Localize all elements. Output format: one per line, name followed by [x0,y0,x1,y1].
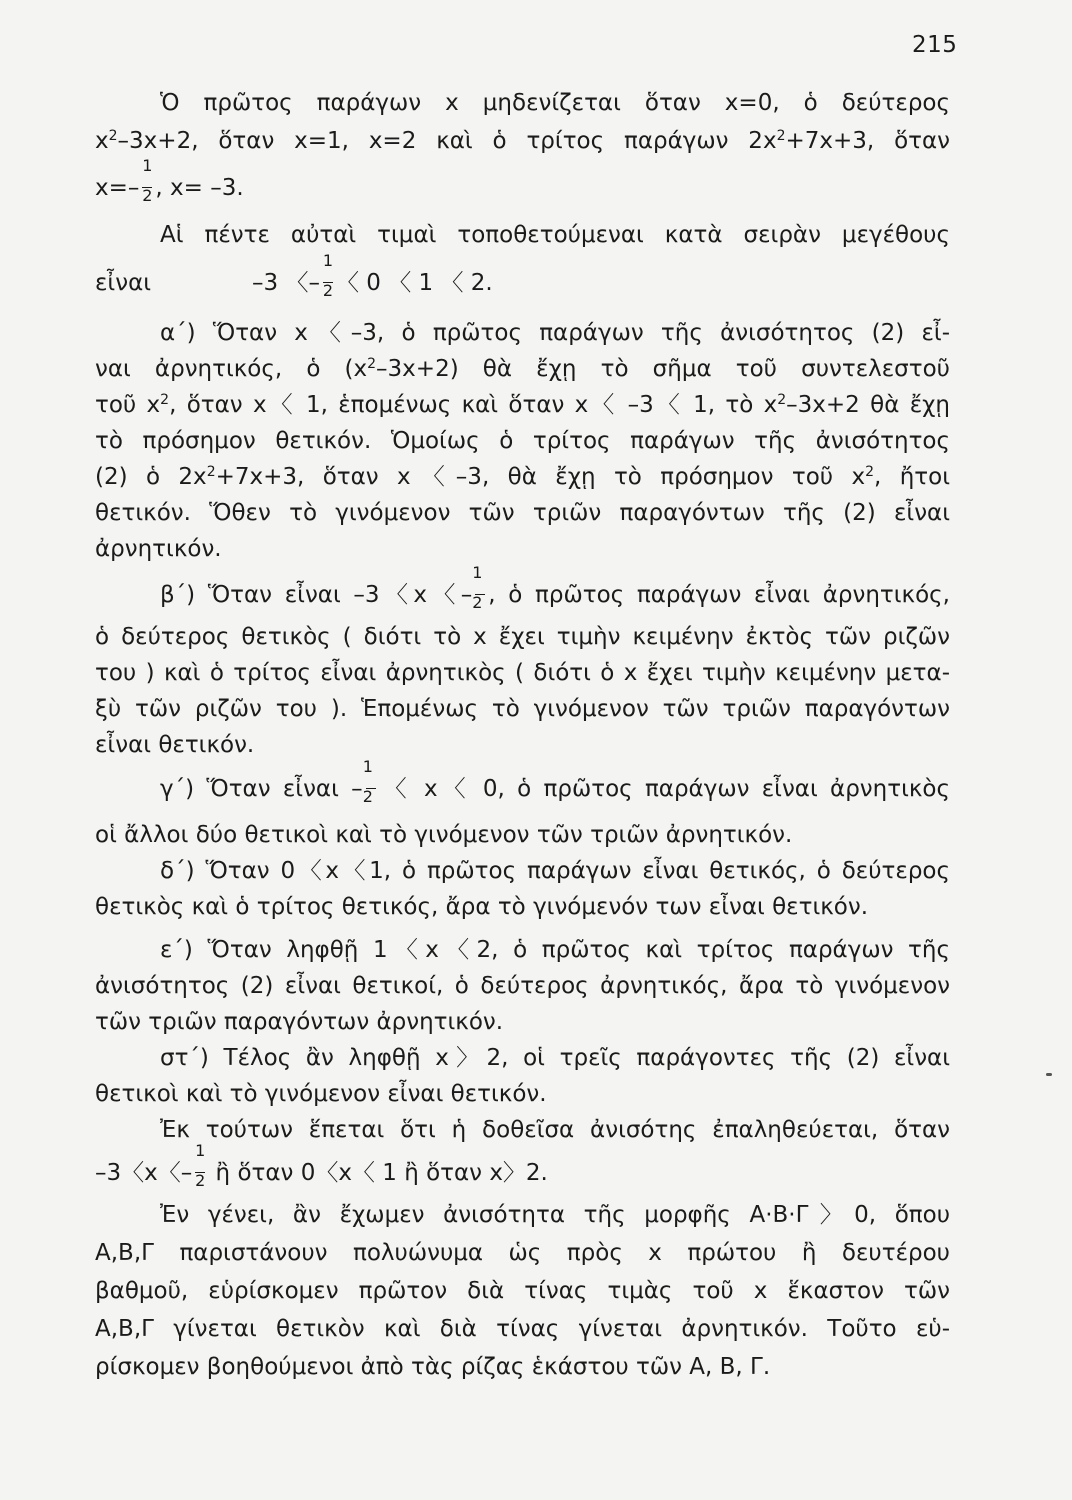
text-line: θετικὸς καὶ ὁ τρίτος θετικός, ἄρα τὸ γινόμενόν των εἶναι θετικόν. [95,894,869,920]
exponent: 2 [777,392,787,408]
text-line: οἱ ἄλλοι δύο θετικοὶ καὶ τὸ γινόμενον τῶν τριῶν ἀρνητικόν. [95,822,793,848]
exponent: 2 [160,392,170,408]
text-line: τῶν τριῶν παραγόντων ἀρνητικόν. [95,1009,504,1035]
text-line: ἀνισότητος (2) εἶναι θετικοί, ὁ δεύτερος ἀρνητικός, ἄρα τὸ γινόμενον [95,973,950,999]
text-line: γ΄) Ὅταν εἶναι – $\frac{1}{2}$ 〈 x〈 0, ὁ πρῶτος παράγων εἶναι ἀρνητικὸς [160,757,950,806]
text-line: ἀρνητικόν. [95,536,222,562]
text-line: x=– $\frac{1}{2}$ , x= –3. [95,156,244,205]
text-line: ναι ἀρνητικός, ὁ $(x^2-3x+2)$ θὰ ἔχῃ τὸ σῆμα τοῦ συντελεστοῦ [95,356,950,382]
text-line: –3〈x〈– $\frac{1}{2}$ ἢ ὅταν 0〈x〈 1 ἢ ὅταν x〉2. [95,1141,548,1190]
text-line: Ἐν γένει, ἂν ἔχωμεν ἀνισότητα τῆς μορφῆς Α·Β·Γ〉0, ὅπου [160,1202,950,1228]
exponent: 2 [206,464,216,480]
text-line: ξὺ τῶν ριζῶν του ). Ἑπομένως τὸ γινόμενον τῶν τριῶν παραγόντων [95,696,950,722]
text-line: του ) καὶ ὁ τρίτος εἶναι ἀρνητικὸς ( διότι ὁ x ἔχει τιμὴν κειμένην μετα- [95,660,950,686]
exponent: 2 [776,128,786,144]
fraction: $\frac{1}{2}$ [363,774,379,804]
page-number: 215 [912,32,958,58]
text-line: θετικοὶ καὶ τὸ γινόμενον εἶναι θετικόν. [95,1081,547,1107]
text-line: τὸ πρόσημον θετικόν. Ὁμοίως ὁ τρίτος παράγων τῆς ἀνισότητος [95,428,950,454]
text-line: ρίσκομεν βοηθούμενοι ἀπὸ τὰς ρίζας ἑκάστου τῶν Α, Β, Γ. [95,1354,771,1380]
text-line: βαθμοῦ, εὑρίσκομεν πρῶτον διὰ τίνας τιμὰς τοῦ x ἕκαστον τῶν [95,1278,950,1304]
scan-speck [1046,1073,1052,1076]
exponent: 2 [108,128,118,144]
text-line: $x^2-3x+2$, ὅταν x=1, x=2 καὶ ὁ τρίτος παράγων $2x^2+7x+3$, ὅταν [95,128,950,154]
text-line: Α,Β,Γ γίνεται θετικὸν καὶ διὰ τίνας γίνεται ἀρνητικόν. Τοῦτο εὑ- [95,1316,950,1342]
text-line: εἶναι θετικόν. [95,732,255,758]
fraction: $\frac{1}{2}$ [142,156,153,205]
ordering-equation: –3 〈– $\frac{1}{2}$ 〈 0 〈 1 〈 2. [252,251,493,300]
fraction: $\frac{1}{2}$ [322,251,334,300]
fraction: $\frac{1}{2}$ [195,1141,206,1190]
text-line: Ὁ πρῶτος παράγων x μηδενίζεται ὅταν x=0, ὁ δεύτερος [160,90,950,116]
text-line: ὁ δεύτερος θετικὸς ( διότι τὸ x ἔχει τιμὴν κειμένην ἐκτὸς τῶν ριζῶν [95,624,950,650]
fraction: $\frac{1}{2}$ [472,580,488,610]
text-line: τοῦ $x^2$, ὅταν x〈 1, ἑπομένως καὶ ὅταν x〈 –3〈 1, τὸ $x^2-3x+2$ θὰ ἔχῃ [95,392,950,418]
text-line: στ΄) Τέλος ἂν ληφθῇ x〉2, οἱ τρεῖς παράγοντες τῆς (2) εἶναι [160,1045,950,1071]
text-line: Ἐκ τούτων ἕπεται ὅτι ἡ δοθεῖσα ἀνισότης ἐπαληθεύεται, ὅταν [160,1117,950,1143]
text-line: Αἱ πέντε αὐταὶ τιμαὶ τοποθετούμεναι κατὰ σειρὰν μεγέθους [160,222,950,248]
text-line: Α,Β,Γ παριστάνουν πολυώνυμα ὡς πρὸς x πρώτου ἢ δευτέρου [95,1240,950,1266]
exponent: 2 [865,464,875,480]
exponent: 2 [367,356,377,372]
text-line: θετικόν. Ὅθεν τὸ γινόμενον τῶν τριῶν παραγόντων τῆς (2) εἶναι [95,500,950,526]
text-line: ε΄) Ὅταν ληφθῇ 1〈x〈2, ὁ πρῶτος καὶ τρίτος παράγων τῆς [160,937,950,963]
text-line: εἶναι [95,270,152,296]
text-line: (2) ὁ $2x^2+7x+3$, ὅταν x〈–3, θὰ ἔχῃ τὸ πρόσημον τοῦ $x^2$, ἤτοι [95,464,950,490]
text-line: δ΄) Ὅταν 0〈x〈1, ὁ πρῶτος παράγων εἶναι θετικός, ὁ δεύτερος [160,858,950,884]
text-line: α΄) Ὅταν x〈–3, ὁ πρῶτος παράγων τῆς ἀνισότητος (2) εἶ- [160,320,950,346]
text-line: β΄) Ὅταν εἶναι –3〈x〈– $\frac{1}{2}$ , ὁ πρῶτος παράγων εἶναι ἀρνητικός, [160,563,950,612]
